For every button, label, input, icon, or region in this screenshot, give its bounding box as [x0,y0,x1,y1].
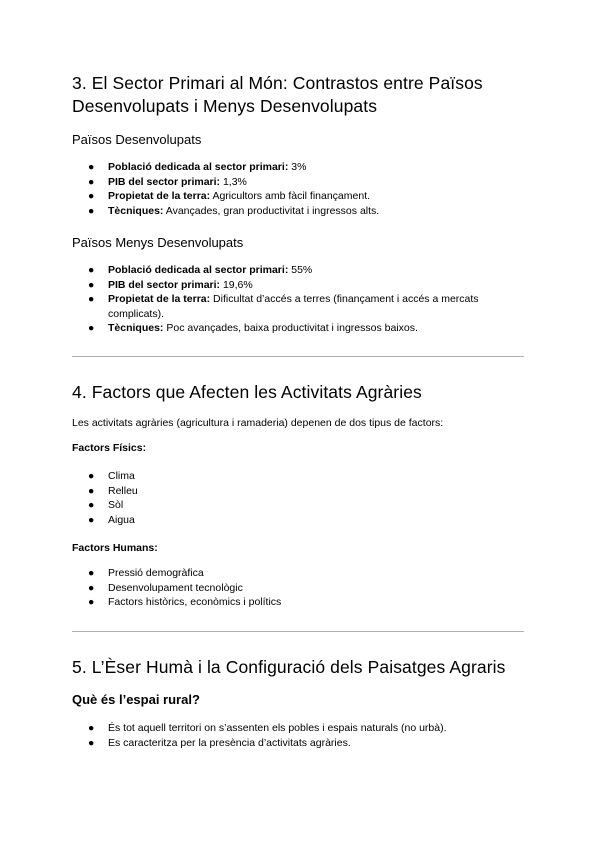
item-label: Tècniques: [108,322,164,334]
list-item [72,175,528,190]
physical-factors-heading: Factors Físics: [72,442,147,454]
bullet-icon: ● [88,567,95,579]
section-3-title [72,72,528,118]
section-divider [72,631,524,632]
rural-space-heading-wrap [72,691,528,708]
item-value: Avançades, gran productivitat i ingressos alts. [163,204,380,217]
section-3-title-line-2: Desenvolupats i Menys Desenvolupats [72,96,378,116]
list-item [72,513,528,528]
bullet-icon: ● [88,499,95,511]
section-4-title-wrap [72,381,528,404]
rural-space-heading: Què és l’espai rural? [72,692,200,707]
physical-factors-list-wrap [72,469,528,527]
physical-factors-heading-wrap [72,441,528,455]
human-factors-heading: Factors Humans: [72,542,158,554]
physical-factors-list [72,469,528,527]
list-item [72,189,528,204]
list-item [72,160,528,175]
item-text: És tot aquell territori on s’assenten els pobles i espais naturals (no urbà). [108,722,447,734]
section-4-intro-wrap [72,416,528,430]
bullet-icon: ● [88,470,95,482]
item-label: Tècniques: [108,204,164,217]
item-value: Poc avançades, baixa productivitat i ingressos baixos. [163,322,418,334]
human-factors-heading-wrap [72,541,528,555]
item-label: Població dedicada al sector primari: [108,161,289,173]
item-value: 19,6% [220,278,253,291]
item-label: PIB del sector primari: [108,175,221,188]
list-item [72,566,528,581]
item-text: Sòl [108,499,124,511]
developed-countries-list [72,160,528,218]
bullet-icon: ● [88,513,95,526]
item-text: Relleu [108,484,138,497]
bullet-icon: ● [88,161,95,173]
item-value: Agricultors amb fàcil finançament. [210,190,371,202]
rural-space-list-wrap [72,721,528,750]
bullet-icon: ● [88,722,95,734]
list-item [72,498,528,513]
item-text: Aigua [108,513,135,526]
item-value: 55% [288,264,313,276]
list-item [72,595,528,610]
list-item [72,321,528,336]
bullet-icon: ● [88,484,95,497]
bullet-icon: ● [88,264,95,276]
less-developed-countries-list-wrap [72,263,528,336]
less-developed-countries-heading: Països Menys Desenvolupats [72,235,244,250]
bullet-icon: ● [88,190,95,202]
list-item [72,581,528,596]
item-value: 3% [288,161,307,173]
developed-countries-heading: Països Desenvolupats [72,132,202,147]
item-text: Desenvolupament tecnològic [108,581,243,594]
section-3-title-line-1: 3. El Sector Primari al Món: Contrastos entre Països [72,73,483,93]
item-text: Clima [108,470,135,482]
item-label: Població dedicada al sector primari: [108,264,289,276]
bullet-icon: ● [88,322,95,334]
less-developed-countries-list [72,263,528,336]
developed-countries-block [72,131,528,148]
item-text: Pressió demogràfica [108,567,204,579]
developed-countries-list-wrap [72,160,528,218]
section-5-title: 5. L’Èser Humà i la Configuració dels Paisatges Agraris [72,657,506,677]
less-developed-countries-block [72,234,528,251]
item-text: Factors històrics, econòmics i polítics [108,596,282,608]
bullet-icon: ● [88,278,95,291]
list-item [72,484,528,499]
item-text: Es caracteritza per la presència d’activitats agràries. [108,736,351,749]
bullet-icon: ● [88,596,95,608]
list-item [72,204,528,219]
list-item [72,292,528,321]
section-4-intro: Les activitats agràries (agricultura i ramaderia) depenen de dos tipus de factors: [72,417,444,429]
item-label: PIB del sector primari: [108,278,221,291]
section-4-title: 4. Factors que Afecten les Activitats Agràries [72,382,422,402]
bullet-icon: ● [88,736,95,749]
item-label: Propietat de la terra: [108,190,211,202]
human-factors-list-wrap [72,566,528,610]
item-value: Dificultat d’accés a terres (finançament i accés a mercats complicats). [108,293,479,320]
human-factors-list [72,566,528,610]
rural-space-list [72,721,528,750]
list-item [72,736,528,751]
item-label: Propietat de la terra: [108,293,211,305]
bullet-icon: ● [88,293,95,305]
list-item [72,263,528,278]
list-item [72,721,528,736]
list-item [72,278,528,293]
section-5-title-wrap [72,656,528,679]
list-item [72,469,528,484]
bullet-icon: ● [88,204,95,217]
item-value: 1,3% [220,175,247,188]
section-divider [72,356,524,357]
bullet-icon: ● [88,175,95,188]
bullet-icon: ● [88,581,95,594]
